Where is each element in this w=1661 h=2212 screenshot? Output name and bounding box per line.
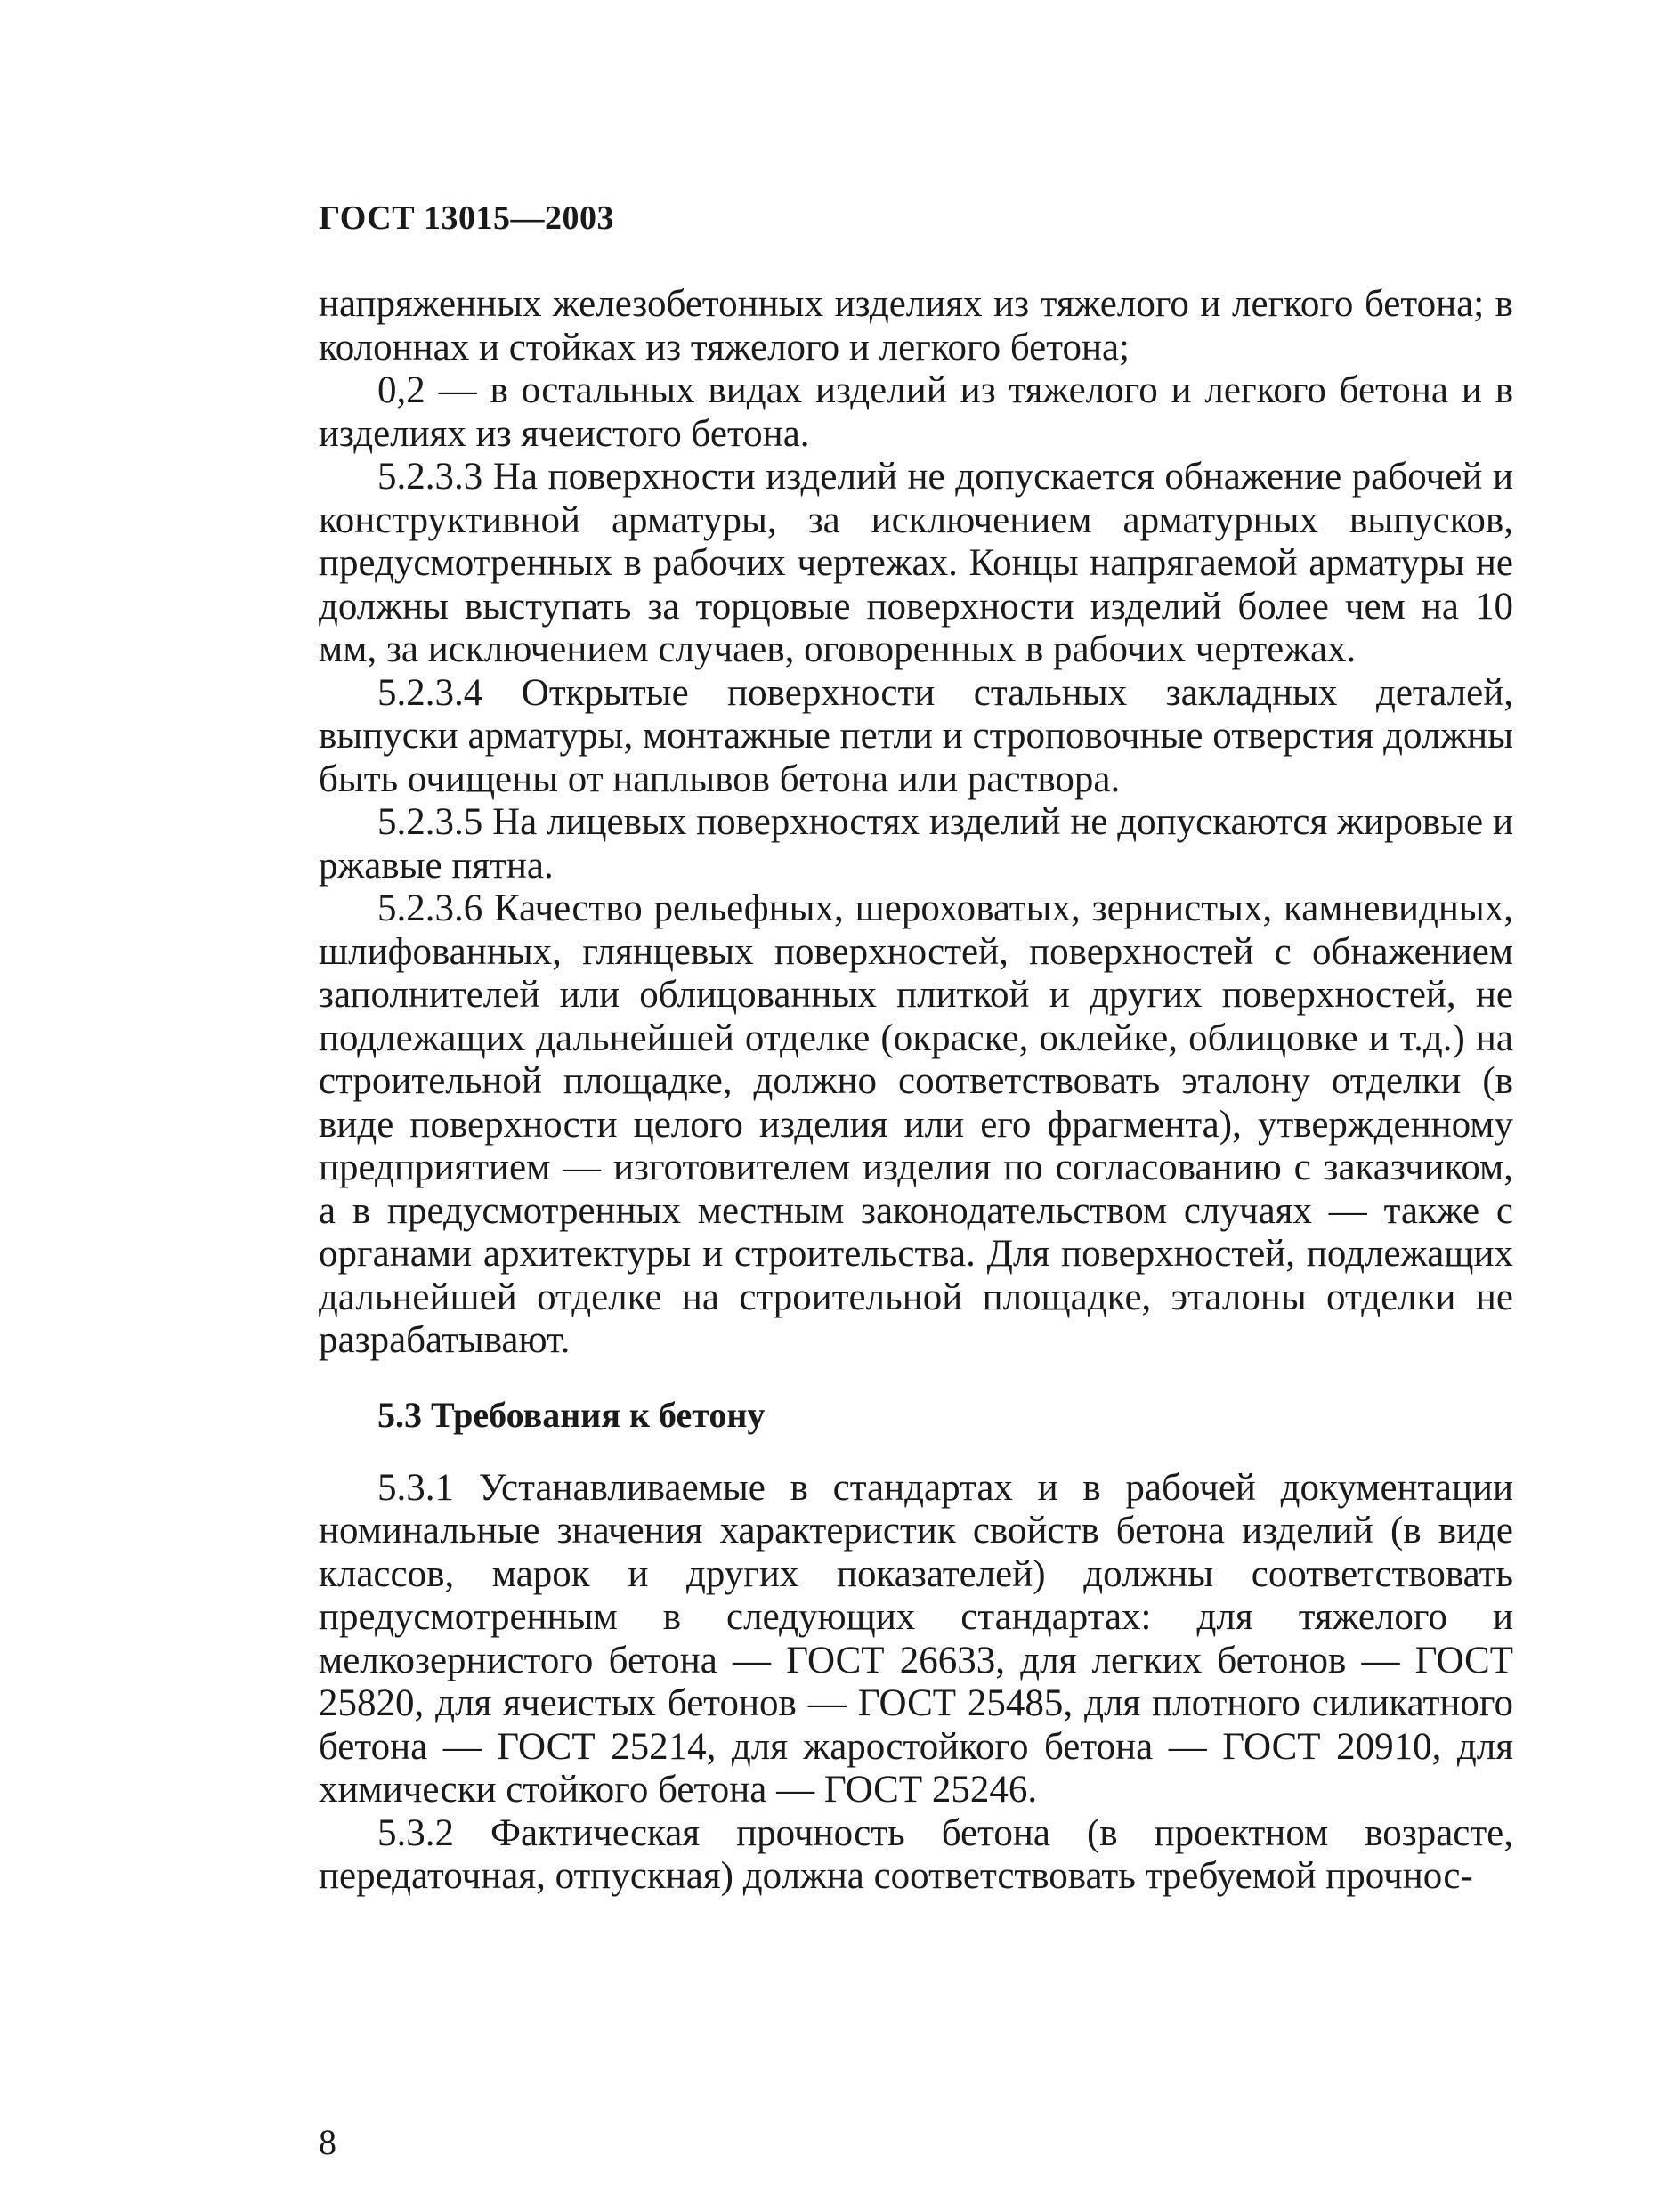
body-paragraph: 5.3.1 Устанавливаемые в стандартах и в рабочей документации номинальные значения характеристик свойств бетона изделий (в виде классов, марок и других показателей) должны соответствовать предусмотренным в следующих стандартах: для тяжелого и мелкозернистого бетона — ГОСТ 26633, для легких бетонов — ГОСТ 25820, для ячеистых бетонов — ГОСТ 25485, для плотного силикатного бетона — ГОСТ 25214, для жаростойкого бетона — ГОСТ 20910, для химически стойкого бетона — ГОСТ 25246. [319,1466,1513,1811]
paragraph-group-5-2-3 [319,283,1513,1363]
body-paragraph: 5.2.3.3 На поверхности изделий не допускается обнажение рабочей и конструктивной арматуры, за исключением арматурных выпусков, предусмотренных в рабочих чертежах. Концы напрягаемой арматуры не должны выступать за торцовые поверхности изделий более чем на 10 мм, за исключением случаев, оговоренных в рабочих чертежах. [319,456,1513,670]
body-paragraph: 5.2.3.4 Открытые поверхности стальных закладных деталей, выпуски арматуры, монтажные петли и строповочные отверстия должны быть очищены от наплывов бетона или раствора. [319,671,1513,800]
body-paragraph: напряженных железобетонных изделиях из тяжелого и легкого бетона; в колоннах и стойках из тяжелого и легкого бетона; [319,283,1513,369]
body-paragraph: 0,2 — в остальных видах изделий из тяжелого и легкого бетона и в изделиях из ячеистого бетона. [319,369,1513,455]
document-body [319,283,1513,1899]
section-heading-5-3: 5.3 Требования к бетону [377,1394,766,1435]
paragraph-group-5-3 [319,1467,1513,1899]
document-header: ГОСТ 13015—2003 [319,199,615,237]
body-paragraph: 5.2.3.6 Качество рельефных, шероховатых, зернистых, камневидных, шлифованных, глянцевых поверхностей, поверхностей с обнажением заполнителей или облицованных плиткой и других поверхностей, не подлежащих дальнейшей отделке (окраске, оклейке, облицовке и т.д.) на строительной площадке, должно соответствовать эталону отделки (в виде поверхности целого изделия или его фрагмента), утвержденному предприятием — изготовителем изделия по согласованию с заказчиком, а в предусмотренных местным законодательством случаях — также с органами архитектуры и строительства. Для поверхностей, подлежащих дальнейшей отделке на строительной площадке, эталоны отделки не разрабатывают. [319,887,1513,1361]
body-paragraph: 5.3.2 Фактическая прочность бетона (в проектном возрасте, передаточная, отпускная) должна соответствовать требуемой прочнос- [319,1811,1513,1897]
page-number: 8 [319,2122,336,2162]
body-paragraph: 5.2.3.5 На лицевых поверхностях изделий не допускаются жировые и ржавые пятна. [319,801,1513,887]
